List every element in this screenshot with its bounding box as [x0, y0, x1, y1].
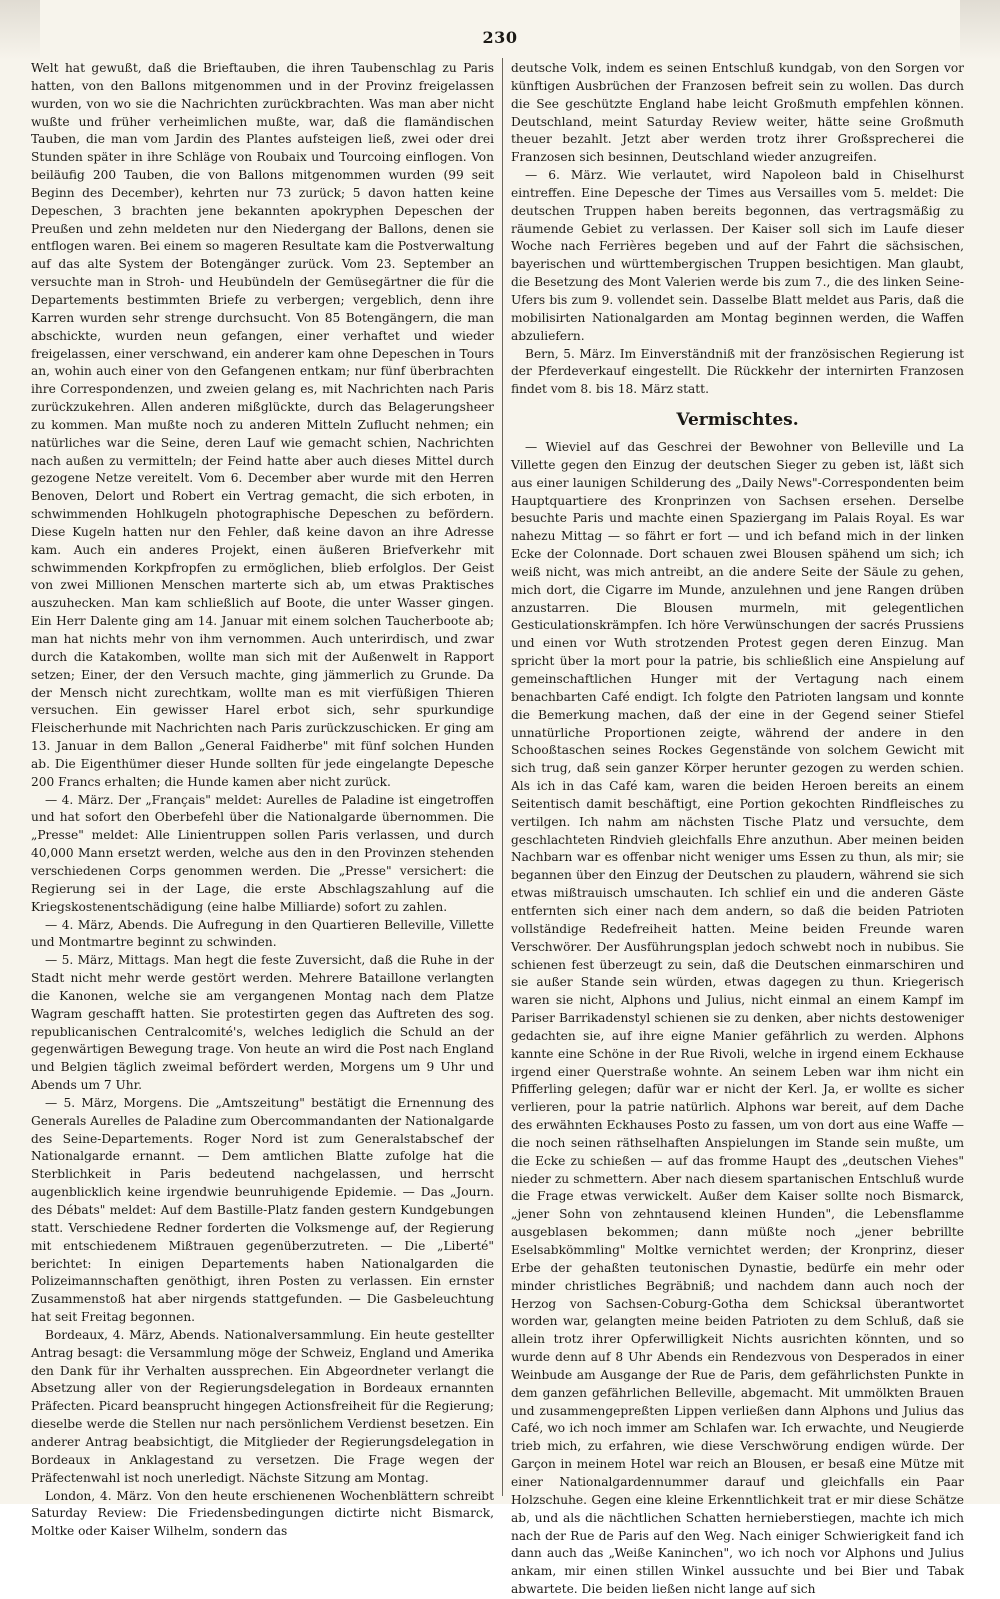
section-heading: Vermischtes.: [676, 410, 799, 431]
article-paragraph: London, 4. März. Von den heute erschienenen Wochenblättern schreibt Saturday Review: Die Friedensbedingungen dictirte nicht Bismarck, Moltke oder Kaiser Wilhelm, sondern das: [31, 1488, 494, 1539]
article-paragraph: — 5. März, Mittags. Man hegt die feste Zuversicht, daß die Ruhe in der Stadt nicht mehr werde gestört werden. Mehrere Bataillone verlangten die Kanonen, welche sie am vergangenen Montag nach dem Platze Wagram geschafft hatten. Sie protestirten gegen das Auftreten des sog. republicanischen Centralcomité's, welches lediglich die Schuld an der gegenwärtigen Bewegung trage. Von heute an wird die Post nach England und Belgien täglich zweimal befördert werden, Morgens um 9 Uhr und Abends um 7 Uhr.: [31, 953, 494, 1093]
column-divider: [502, 58, 503, 1496]
article-paragraph: Welt hat gewußt, daß die Brieftauben, die ihren Taubenschlag zu Paris hatten, von den Ballons mitgenommen und in der Provinz freigelassen wurden, von wo sie die Nachrichten zurückbrachten. Was man aber nicht wußte und früher verheimlichen mußte, war, daß die flamändischen Tauben, die man vom Jardin des Plantes aufsteigen ließ, zwei oder drei Stunden später in ihre Schläge von Roubaix und Tourcoing einflogen. Von beiläufig 200 Tauben, die von Ballons mitgenommen wurden (99 seit Beginn des December), kehrten nur 73 zurück; 5 davon hatten keine Depeschen, 3 brachten jene bekannten apokryphen Depeschen der Preußen und zehn meldeten nur den Niedergang der Ballons, denen sie entflogen waren. Bei einem so mageren Resultate kam die Postverwaltung auf das alte System der Botengänger zurück. Vom 23. September an versuchte man in Stroh- und Heubündeln der Gemüsegärtner die für die Departements bestimmten Briefe zu verbergen; vergeblich, denn ihre Karren wurden sehr strenge durchsucht. Von 85 Botengängern, die man abschickte, wurden neun gefangen, einer verhaftet und wieder freigelassen, einer verschwand, ein anderer kam ohne Depeschen in Tours an, wohin auch einer von den Gefangenen entkam; nur fünf überbrachten ihre Correspondenzen, und zweien gelang es, mit Nachrichten nach Paris zurückzukehren. Allen anderen mißglückte, durch das Belagerungsheer zu kommen. Man mußte noch zu anderen Mitteln Zuflucht nehmen; ein natürliches war die Seine, deren Lauf wie gemacht schien, Nachrichten nach außen zu vermitteln; der Feind hatte aber auch dieses Mittel durch gezogene Netze vereitelt. Vom 6. December aber wurde mit den Herren Benoven, Delort und Robert ein Vertrag gemacht, die sich erboten, in schwimmenden Hohlkugeln photographische Depeschen zu befördern. Diese Kugeln hatten nur den Fehler, daß keine davon an ihre Adresse kam. Auch ein anderes Projekt, einen äußeren Briefverkehr mit schwimmenden Korkpfropfen zu ermöglichen, blieb erfolglos. Der Geist von zwei Millionen Menschen marterte sich ab, um etwas Praktisches auszuhecken. Man kam schließlich auf Boote, die unter Wasser gingen. Ein Herr Dalente ging am 14. Januar mit einem solchen Taucherboote ab; man hat nichts mehr von ihm vernommen. Auch unterirdisch, und zwar durch die Katakomben, wollte man sich mit der Außenwelt in Rapport setzen; Einer, der den Versuch machte, ging jämmerlich zu Grunde. Da der Mensch nicht zurechtkam, wollte man es mit vierfüßigen Thieren versuchen. Ein gewisser Harel erbot sich, sehr spurkundige Fleischerhunde mit Nachrichten nach Paris zurückzuschicken. Er ging am 13. Januar in dem Ballon „General Faidherbe" mit fünf solchen Hunden ab. Die Eigenthümer dieser Hunde sollten für jede eingelangte Depesche 200 Francs erhalten; die Hunde kamen aber nicht zurück.: [31, 61, 494, 789]
article-paragraph: — Wieviel auf das Geschrei der Bewohner von Belleville und La Villette gegen den Einzug der deutschen Sieger zu geben ist, läßt sich aus einer launigen Schilderung des „Daily News"-Correspondenten beim Hauptquartiere des Kronprinzen von Sachsen ersehen. Derselbe besuchte Paris und machte einen Spaziergang im Palais Royal. Es war nahezu Mittag — so fährt er fort — und ich befand mich in der linken Ecke der Colonnade. Dort schauen zwei Blousen spähend um sich; ich weiß nicht, was mich antreibt, an die andere Seite der Säule zu gehen, mich dort, die Cigarre im Munde, anzulehnen und jene Rangen drüben anzustarren. Die Blousen murmeln, mit gelegentlichen Gesticulationskrämpfen. Ich höre Verwünschungen der sacrés Prussiens und einen vor Wuth strotzenden Protest gegen deren Einzug. Man spricht über la mort pour la patrie, bis schließlich eine Anspielung auf gemeinschaftlichen Hunger mit der Vertagung nach einem benachbarten Café endigt. Ich folgte den Patrioten langsam und konnte die Bemerkung machen, daß der eine in der Gegend seiner Stiefel unnatürliche Proportionen zeigte, während der andere in den Schooßtaschen seines Rockes Gegenstände von solchem Gewicht mit sich trug, daß sein ganzer Körper herunter gezogen zu werden schien. Als ich in das Café kam, waren die beiden Heroen bereits an einem Seitentisch damit beschäftigt, eine Portion gekochten Rindfleisches zu vertilgen. Ich nahm am nächsten Tische Platz und versuchte, dem geschlachteten Rindvieh gleichfalls Ehre anzuthun. Aber meinen beiden Nachbarn war es offenbar nicht weniger ums Essen zu thun, als mir; sie begannen über den Einzug der Deutschen zu plaudern, während sie sich etwas mißtrauisch umschauten. Ich schlief ein und die anderen Gäste entfernten sich einer nach dem andern, so daß die beiden Patrioten vollständige Redefreiheit hatten. Meine beiden Freunde waren Verschwörer. Der Ausführungsplan jedoch schwebt noch in nubibus. Sie schienen fest überzeugt zu sein, daß die Deutschen einmarschiren und sie außer Stande sein würden, etwas dagegen zu thun. Kriegerisch waren sie nicht, Alphons und Julius, nicht einmal an einem Kampf im Pariser Barrikadenstyl schienen sie zu denken, aber nichts destoweniger gedachten sie, auf ihre eigne Manier gefährlich zu werden. Alphons kannte eine Schöne in der Rue Rivoli, welche in irgend einem Eckhause irgend einer Querstraße wohnte. An seinem Leben war ihm nicht ein Pfifferling gelegen; dafür war er nicht der Kerl. Ja, er wollte es sicher verlieren, pour la patrie natürlich. Alphons war bereit, auf dem Dache des erwähnten Eckhauses Posto zu fassen, um von dort aus eine Waffe — die noch seinen räthselhaften Anspielungen im Stande sein mußte, um die Ecke zu schießen — auf das fromme Haupt des „deutschen Viehes" nieder zu schmettern. Aber nach diesem spartanischen Entschluß wurde die Frage etwas verwickelt. Außer dem Kaiser sollte noch Bismarck, „jener Sohn von zehntausend kleinen Hunden", die Lebensflamme ausgeblasen bekommen; dann müßte noch „jener bebrillte Eselsabkömmling" Moltke vernichtet werden; der Kronprinz, dieser Erbe der gehaßten teutonischen Dynastie, bedürfe ein mehr oder minder christliches Begräbniß; und nachdem dann auch noch der Herzog von Sachsen-Coburg-Gotha dem Schicksal überantwortet worden war, gelangten meine beiden Patrioten zu dem Schluß, daß sie allein trotz ihrer Opferwilligkeit Nichts ausrichten könnten, und so wurde denn auf 8 Uhr Abends ein Rendezvous von Desperados in einer Weinbude am Ausgange der Rue de Paris, dem gefährlichsten Punkte in dem ganzen gefährlichen Belleville, abgemacht. Mit ummölkten Brauen und zusammengepreßten Lippen verließen dann Alphons und Julius das Café, wo ich noch immer am Schlafen war. Ich erwachte, und Neugierde trieb mich, zu erfahren, wie diese Verschwörung endigen würde. Der Garçon in meinem Hotel war reich an Blousen, er besaß eine Mütze mit einer Nationalgardennummer darauf und gleichfalls ein Paar Holzschuhe. Gegen eine kleine Erkenntlichkeit trat er mir diese Schätze ab, und als die nächtlichen Schatten hernieberstiegen, machte ich mich nach der Rue de Paris auf den Weg. Nach einiger Schwierigkeit fand ich dann auch das „Weiße Kaninchen", wo ich noch vor Alphons und Julius ankam, mir einen stillen Winkel aussuchte und bei Bier und Tabak abwartete. Die beiden ließen nicht lange auf sich: [511, 440, 964, 1597]
article-paragraph: deutsche Volk, indem es seinen Entschluß kundgab, von den Sorgen vor künftigen Ausbrüchen der Franzosen befreit sein zu wollen. Das durch die See geschützte England habe leicht Großmuth empfehlen können. Deutschland, meint Saturday Review weiter, hätte seine Großmuth theuer bezahlt. Jetzt aber werden trotz ihrer Großsprecherei die Franzosen sich besinnen, Deutschland wieder anzugreifen.: [511, 61, 964, 165]
article-paragraph: — 6. März. Wie verlautet, wird Napoleon bald in Chiselhurst eintreffen. Eine Depesche der Times aus Versailles vom 5. meldet: Die deutschen Truppen haben bereits begonnen, das vertragsmäßig zu räumende Gebiet zu verlassen. Der Kaiser soll sich im Laufe dieser Woche nach Ferrières begeben und auf der Fahrt die sächsischen, bayerischen und württembergischen Truppen besichtigen. Man glaubt, die Besetzung des Mont Valerien werde bis zum 7., die des linken Seine-Ufers bis zum 9. vollendet sein. Dasselbe Blatt meldet aus Paris, daß die mobilisirten Nationalgarden am Montag beginnen werden, die Waffen abzuliefern.: [511, 168, 964, 343]
article-paragraph: Bern, 5. März. Im Einverständniß mit der französischen Regierung ist der Pferdeverkauf eingestellt. Die Rückkehr der internirten Franzosen findet vom 8. bis 18. März statt.: [511, 346, 964, 397]
article-paragraph: — 5. März, Morgens. Die „Amtszeitung" bestätigt die Ernennung des Generals Aurelles de Paladine zum Obercommandanten der Nationalgarde des Seine-Departements. Roger Nord ist zum Generalstabschef der Nationalgarde ernannt. — Dem amtlichen Blatte zufolge hat die Sterblichkeit in Paris bedeutend nachgelassen, und herrscht augenblicklich keine irgendwie beunruhigende Epidemie. — Das „Journ. des Débats" meldet: Auf dem Bastille-Platz fanden gestern Kundgebungen statt. Verschiedene Redner forderten die Volksmenge auf, der Regierung mit entschiedenem Mißtrauen gegenüberzutreten. — Die „Liberté" berichtet: In einigen Departements haben Nationalgarden die Polizeimannschaften genöthigt, ihren Posten zu verlassen. Ein ernster Zusammenstoß hat aber nirgends stattgefunden. — Die Gasbeleuchtung hat seit Freitag begonnen.: [31, 1095, 494, 1325]
article-paragraph: Bordeaux, 4. März, Abends. Nationalversammlung. Ein heute gestellter Antrag besagt: die Versammlung möge der Schweiz, England und Amerika den Dank für ihr Verhalten aussprechen. Ein Abgeordneter verlangt die Absetzung aller von der Regierungsdelegation in Bordeaux ernannten Präfecten. Picard beansprucht hingegen Actionsfreiheit für die Regierung; dieselbe werde die Stellen nur nach persönlichem Verdienst besetzen. Ein anderer Antrag beabsichtigt, die Mitglieder der Regierungsdelegation in Bordeaux in Anklagestand zu versetzen. Die Frage wegen der Präfectenwahl ist noch unerledigt. Nächste Sitzung am Montag.: [31, 1327, 494, 1485]
article-paragraph: — 4. März, Abends. Die Aufregung in den Quartieren Belleville, Villette und Montmartre beginnt zu schwinden.: [31, 917, 494, 950]
page-number: 230: [482, 28, 518, 47]
article-paragraph: — 4. März. Der „Français" meldet: Aurelles de Paladine ist eingetroffen und hat sofort den Oberbefehl über die Nationalgarde übernommen. Die „Presse" meldet: Alle Linientruppen sollen Paris verlassen, und durch 40,000 Mann ersetzt werden, welche aus den in den Provinzen stehenden verschiedenen Corps genommen werden. Die „Presse" versichert: die Regierung sei in der Lage, die erste Abschlagszahlung auf die Kriegskostenentschädigung (eine halbe Milliarde) sofort zu zahlen.: [31, 792, 494, 914]
left-column: [31, 60, 494, 1539]
right-column: [511, 60, 964, 1597]
